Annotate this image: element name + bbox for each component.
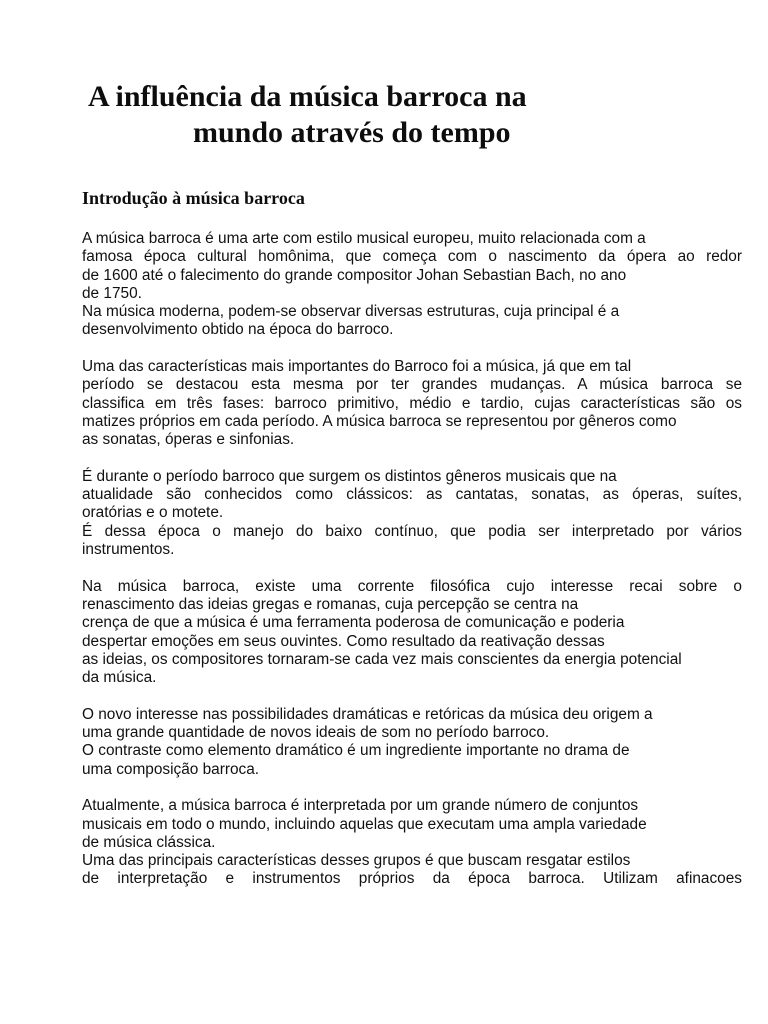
paragraph [82, 358, 742, 449]
paragraph-line: desenvolvimento obtido na época do barroco. [82, 321, 394, 339]
section-heading: Introdução à música barroca [82, 188, 305, 208]
document-title-line-2: mundo através do tempo [193, 116, 511, 149]
paragraph-line: de 1750. [82, 284, 142, 302]
paragraph-line: O novo interesse nas possibilidades dramáticas e retóricas da música deu origem a [82, 705, 653, 723]
paragraph-line: da música. [82, 669, 157, 687]
paragraph-line: de 1600 até o falecimento do grande compositor Johan Sebastian Bach, no ano [82, 266, 627, 284]
paragraph-line: instrumentos. [82, 541, 175, 559]
paragraph-line: Na música moderna, podem-se observar diversas estruturas, cuja principal é a [82, 303, 620, 321]
paragraph-line: O contraste como elemento dramático é um ingrediente importante no drama de [82, 742, 630, 760]
paragraph-line: Uma das características mais importantes do Barroco foi a música, já que em tal [82, 358, 632, 376]
paragraph [82, 706, 742, 779]
paragraph-line: É dessa época o manejo do baixo contínuo, que podia ser interpretado por vários [82, 522, 742, 540]
paragraph-line: oratórias e o motete. [82, 504, 224, 522]
paragraph-line: A música barroca é uma arte com estilo musical europeu, muito relacionada com a [82, 230, 646, 247]
paragraph [82, 578, 742, 688]
paragraph-line: as sonatas, óperas e sinfonias. [82, 431, 295, 449]
paragraph-line: atualidade são conhecidos como clássicos: as cantatas, sonatas, as óperas, suítes, [82, 486, 742, 504]
paragraph-line: Na música barroca, existe uma corrente filosófica cujo interesse recai sobre o [82, 577, 742, 595]
paragraph [82, 797, 742, 888]
paragraph-line: uma composição barroca. [82, 760, 260, 778]
paragraph-line: de música clássica. [82, 833, 216, 851]
document-body [82, 230, 742, 907]
paragraph [82, 468, 742, 559]
paragraph-line: de interpretação e instrumentos próprios da época barroca. Utilizam afinacoes [82, 870, 742, 888]
paragraph-line: Uma das principais características desses grupos é que buscam resgatar estilos [82, 852, 631, 870]
document-title-line-1: A influência da música barroca na [88, 80, 527, 113]
paragraph-line: renascimento das ideias gregas e romanas, cuja percepção se centra na [82, 595, 579, 613]
paragraph [82, 230, 742, 340]
paragraph-line: as ideias, os compositores tornaram-se cada vez mais conscientes da energia potencial [82, 650, 682, 668]
paragraph-line: crença de que a música é uma ferramenta poderosa de comunicação e poderia [82, 614, 625, 632]
paragraph-line: matizes próprios em cada período. A música barroca se representou por gêneros como [82, 412, 677, 430]
paragraph-line: Atualmente, a música barroca é interpretada por um grande número de conjuntos [82, 797, 639, 815]
paragraph-line: uma grande quantidade de novos ideais de som no período barroco. [82, 724, 550, 742]
paragraph-line: musicais em todo o mundo, incluindo aquelas que executam uma ampla variedade [82, 815, 647, 833]
paragraph-line: despertar emoções em seus ouvintes. Como resultado da reativação dessas [82, 632, 605, 650]
paragraph-line: período se destacou esta mesma por ter grandes mudanças. A música barroca se [82, 376, 742, 394]
paragraph-line: É durante o período barroco que surgem os distintos gêneros musicais que na [82, 467, 617, 485]
paragraph-line: famosa época cultural homônima, que começa com o nascimento da ópera ao redor [82, 248, 742, 266]
paragraph-line: classifica em três fases: barroco primitivo, médio e tardio, cujas características são os [82, 394, 742, 412]
